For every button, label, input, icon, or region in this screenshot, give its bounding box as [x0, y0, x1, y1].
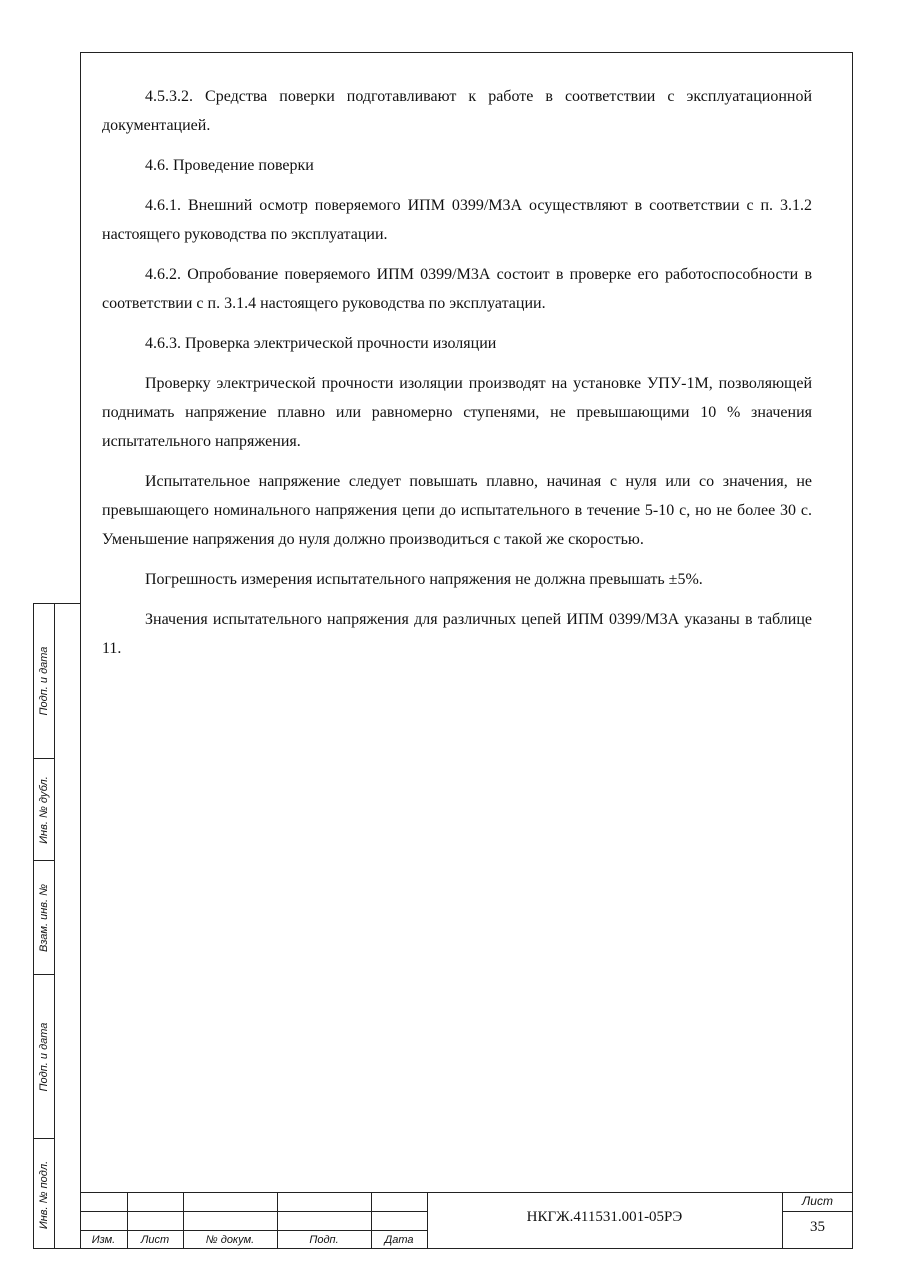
side-stamp-label: Инв. № дубл. [38, 775, 50, 844]
title-block-line [80, 1230, 427, 1231]
paragraph: 4.6.2. Опробование поверяемого ИПМ 0399/М3А состоит в проверке его работоспособности в соответствии с п. 3.1.4 настоящего руководства по эксплуатации. [102, 266, 812, 312]
title-block-line [80, 1211, 427, 1212]
paragraph: Проверку электрической прочности изоляции производят на установке УПУ-1М, позволяющей поднимать напряжение плавно или равномерно ступенями, не превышающими 10 % значения испытательного напряжения. [102, 375, 812, 450]
side-stamp-cell [34, 604, 54, 759]
title-block [80, 1192, 853, 1249]
paragraph: 4.6.1. Внешний осмотр поверяемого ИПМ 0399/М3А осуществляют в соответствии с п. 3.1.2 настоящего руководства по эксплуатации. [102, 197, 812, 243]
title-block-label-date: Дата [384, 1234, 414, 1246]
paragraph: Испытательное напряжение следует повышать плавно, начиная с нуля или со значения, не превышающего номинального напряжения цепи до испытательного в течение 5-10 с, но не более 30 с. Уменьшение напряжения до нуля должно производиться с такой же скоростью. [102, 473, 812, 548]
side-stamp-label: Подп. и дата [38, 646, 50, 716]
side-stamp-cell [34, 759, 54, 861]
side-stamp-cell [34, 1139, 54, 1250]
paragraph: Погрешность измерения испытательного напряжения не должна превышать ±5%. [145, 571, 703, 588]
paragraph: 4.5.3.2. Средства поверки подготавливают к работе в соответствии с эксплуатационной документацией. [102, 88, 812, 134]
side-stamp-cell [34, 861, 54, 975]
section-heading: 4.6. Проведение поверки [145, 157, 314, 174]
side-stamp-label: Инв. № подл. [38, 1160, 50, 1229]
sheet-number: 35 [810, 1219, 825, 1235]
title-block-label-signature: Подп. [309, 1234, 339, 1246]
side-stamp [33, 603, 81, 1249]
sheet-label: Лист [802, 1194, 833, 1208]
document-code: НКГЖ.411531.001-05РЭ [526, 1209, 683, 1225]
title-block-label-doc-number: № докум. [205, 1234, 255, 1246]
title-block-label-change: Изм. [91, 1234, 116, 1246]
side-stamp-label: Подп. и дата [38, 1022, 50, 1091]
side-stamp-divider [54, 604, 55, 1248]
subsection-heading: 4.6.3. Проверка электрической прочности изоляции [145, 335, 497, 352]
document-body [102, 82, 812, 674]
paragraph: Значения испытательного напряжения для различных цепей ИПМ 0399/М3А указаны в таблице 11. [102, 611, 812, 657]
side-stamp-cell [34, 975, 54, 1139]
title-block-label-sheet: Лист [140, 1234, 170, 1246]
title-block-line [782, 1211, 853, 1212]
side-stamp-label: Взам. инв. № [38, 883, 50, 952]
